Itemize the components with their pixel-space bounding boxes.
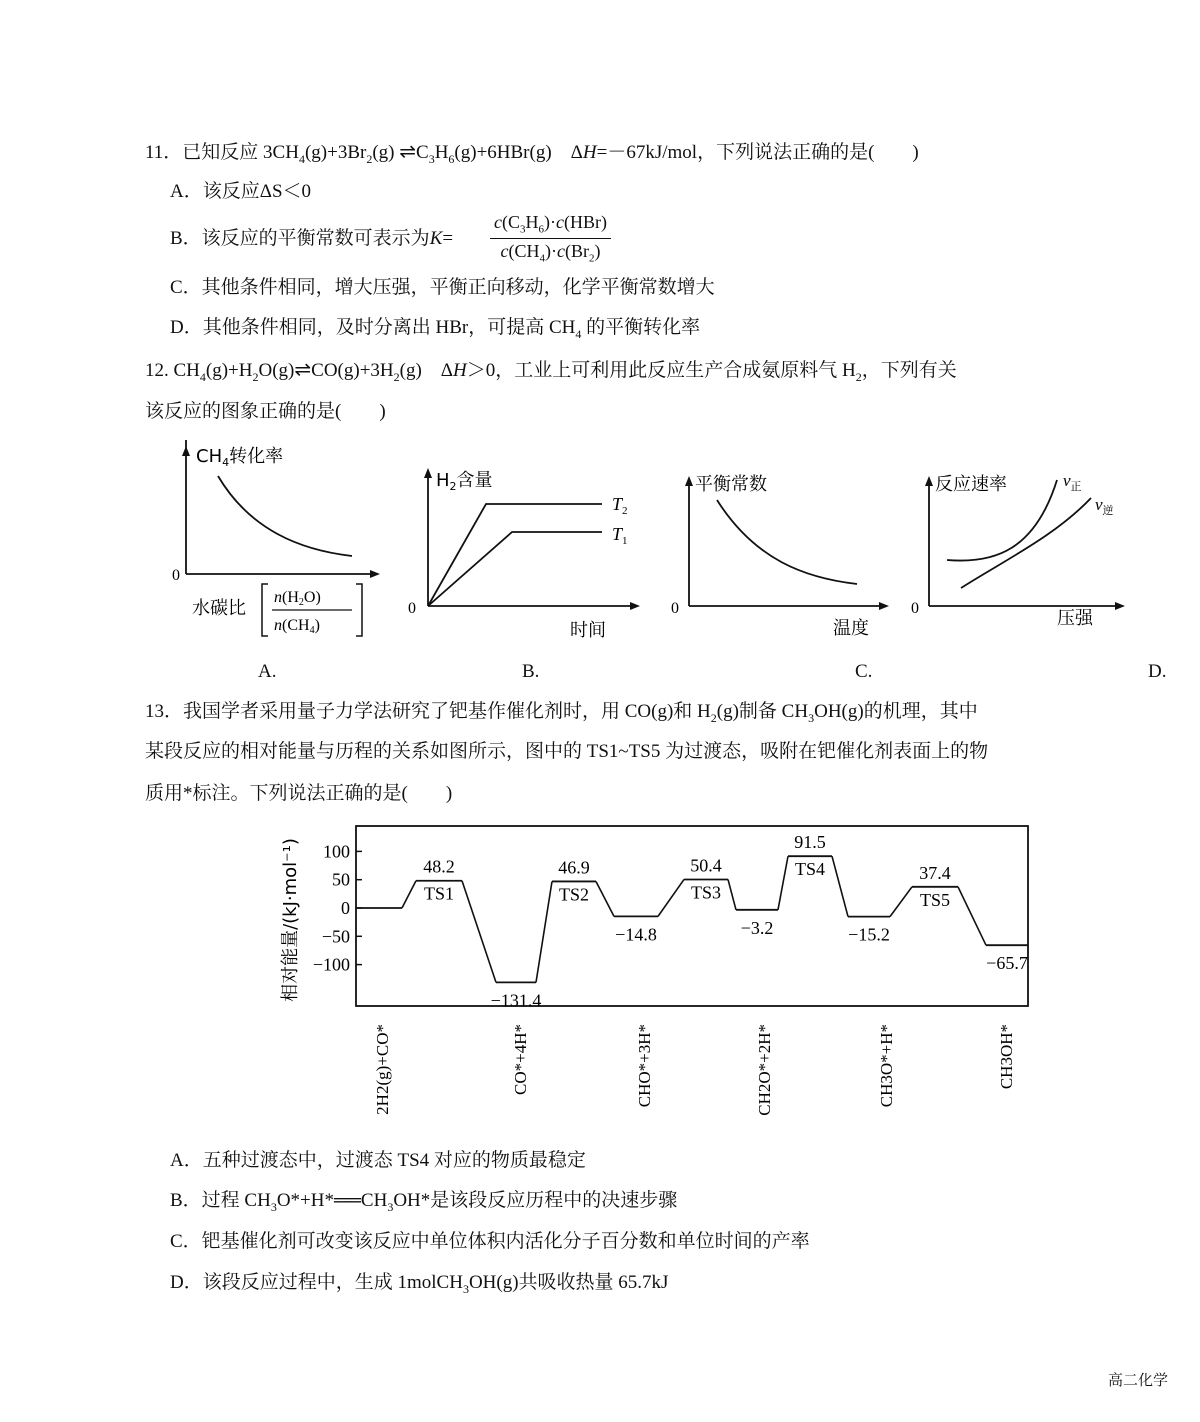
graph-a-xlabel-num: n(H2O) <box>274 589 321 608</box>
graph-d-vreverse-label: $v_逆$ <box>1095 495 1114 517</box>
graph-b-curve-t1 <box>428 532 602 606</box>
energy-path <box>596 881 614 916</box>
graph-a-origin: 0 <box>172 567 180 584</box>
y-tick-label: −100 <box>312 954 350 975</box>
q13-option-c: C．钯基催化剂可改变该反应中单位体积内活化分子百分数和单位时间的产率 <box>170 1231 810 1252</box>
graph-c-ylabel: 平衡常数 <box>695 474 767 495</box>
q13-stem-line2: 某段反应的相对能量与历程的关系如图所示，图中的 TS1~TS5 为过渡态，吸附在钯催化剂表面上的物 <box>145 741 989 762</box>
x-state-label: CHO*+3H* <box>635 1024 654 1108</box>
energy-profile-chart <box>260 818 1060 1138</box>
transition-state-label: TS5 <box>919 889 951 910</box>
q11-option-d: D．其他条件相同，及时分离出 HBr，可提高 $CH_4$ 的平衡转化率 <box>170 317 701 341</box>
graph-b-curve-t2 <box>428 504 602 606</box>
energy-path <box>402 881 416 908</box>
x-state-label: 2H2(g)+CO* <box>373 1024 392 1115</box>
energy-value-label: 46.9 <box>558 857 590 878</box>
energy-value-label: −131.4 <box>490 990 542 1011</box>
graph-c-curve <box>717 500 857 584</box>
energy-value-label: −15.2 <box>848 924 890 945</box>
transition-state-label: TS1 <box>423 883 455 904</box>
y-tick-label: 50 <box>332 869 350 890</box>
q12-graph-a <box>160 440 400 650</box>
q13-option-b: B．过程 $CH_3O*+H*══CH_3OH*$是该段反应历程中的决速步骤 <box>170 1190 678 1214</box>
graph-d-curve-reverse <box>961 498 1091 588</box>
footer-subject: 高二化学 <box>1107 1371 1168 1389</box>
q11-option-b: B．该反应的平衡常数可表示为K= <box>170 228 454 249</box>
q12-option-c: C. <box>855 661 873 682</box>
x-state-label: CH3OH* <box>997 1024 1016 1090</box>
graph-a-xlabel-prefix: 水碳比 <box>192 598 246 619</box>
energy-value-label: −14.8 <box>615 924 657 945</box>
q12-stem-line2: 该反应的图象正确的是( ) <box>145 401 386 422</box>
energy-path <box>832 856 848 916</box>
energy-path <box>658 879 684 916</box>
y-tick-label: −50 <box>321 926 350 947</box>
energy-path <box>958 887 986 945</box>
graph-a-curve <box>218 476 352 556</box>
graph-d-ylabel: 反应速率 <box>935 474 1007 495</box>
x-state-label: CH2O*+2H* <box>755 1024 774 1116</box>
chart-ylabel: 相对能量/(kJ·mol⁻¹) <box>280 838 301 1002</box>
q11-option-c: C．其他条件相同，增大压强，平衡正向移动，化学平衡常数增大 <box>170 277 715 298</box>
energy-value-label: −65.7 <box>986 953 1028 974</box>
energy-value-label: 37.4 <box>919 862 951 883</box>
graph-a-ylabel: $CH_4$转化率 <box>196 446 284 469</box>
y-tick-label: 0 <box>341 898 350 918</box>
y-tick-label: 100 <box>323 841 350 862</box>
q12-stem-line1: 12. $CH_4(g)+H_2O(g)\rightleftharpoons CO(g)+3H_2(g)$ ΔH＞0，工业上可利用此反应生产合成氨原料气 $H_2$，下列有关 <box>145 359 957 384</box>
graph-b-t1-label: $T_1$ <box>612 524 628 547</box>
x-state-label: CH3O*+H* <box>877 1024 896 1108</box>
q12-graph-d <box>905 460 1140 650</box>
graph-a-xlabel-den: n(CH4) <box>274 617 320 636</box>
energy-path <box>536 881 552 982</box>
graph-d-vforward-label: $v_正$ <box>1063 471 1082 493</box>
energy-path <box>462 881 496 983</box>
q13-option-d: D．该段反应过程中，生成 1molCH$_3$OH(g)共吸收热量 65.7kJ <box>170 1272 669 1296</box>
q11-stem: 11．已知反应 $3CH_4(g)+3Br_2(g)$ $\rightleftharpoons C_3H_6(g)+6HBr(g)$ ΔH=－67kJ/mol，下列说法正确的是( ) <box>145 141 919 166</box>
q13-stem-line1: 13．我国学者采用量子力学法研究了钯基作催化剂时，用 CO(g)和 $H_2(g)$制备 $CH_3OH(g)$的机理，其中 <box>145 701 978 725</box>
energy-value-label: −3.2 <box>740 917 774 938</box>
transition-state-label: TS3 <box>690 882 722 903</box>
energy-value-label: 48.2 <box>423 856 455 877</box>
energy-path <box>890 887 912 917</box>
energy-path <box>778 856 788 910</box>
q11-option-b-fraction: $c(C_3H_6)\cdot c(HBr)$ $c(CH_4)\cdot c(Br_2)$ <box>490 212 611 264</box>
q12-option-a: A. <box>258 661 277 682</box>
energy-path <box>728 879 736 909</box>
q13-option-a: A．五种过渡态中，过渡态 TS4 对应的物质最稳定 <box>170 1150 586 1171</box>
q12-option-b: B. <box>522 661 540 682</box>
graph-b-ylabel: $H_2$含量 <box>436 470 493 493</box>
energy-value-label: 50.4 <box>690 855 722 876</box>
graph-b-t2-label: $T_2$ <box>612 494 628 517</box>
graph-c-xlabel: 温度 <box>833 618 869 639</box>
energy-value-label: 91.5 <box>794 832 826 853</box>
q12-graph-c <box>665 460 905 650</box>
graph-b-origin: 0 <box>408 600 416 617</box>
q11-option-a: A．该反应ΔS＜0 <box>170 181 312 202</box>
q13-stem-line3: 质用*标注。下列说法正确的是( ) <box>145 783 453 804</box>
graph-c-origin: 0 <box>671 600 679 617</box>
transition-state-label: TS2 <box>558 884 590 905</box>
x-state-label: CO*+4H* <box>511 1024 530 1095</box>
transition-state-label: TS4 <box>794 859 826 880</box>
chart-frame <box>356 826 1028 1006</box>
graph-d-origin: 0 <box>911 600 919 617</box>
q12-option-d: D. <box>1148 661 1167 682</box>
graph-b-xlabel: 时间 <box>570 620 606 641</box>
q12-graph-b <box>400 460 650 650</box>
graph-d-xlabel: 压强 <box>1057 608 1093 629</box>
